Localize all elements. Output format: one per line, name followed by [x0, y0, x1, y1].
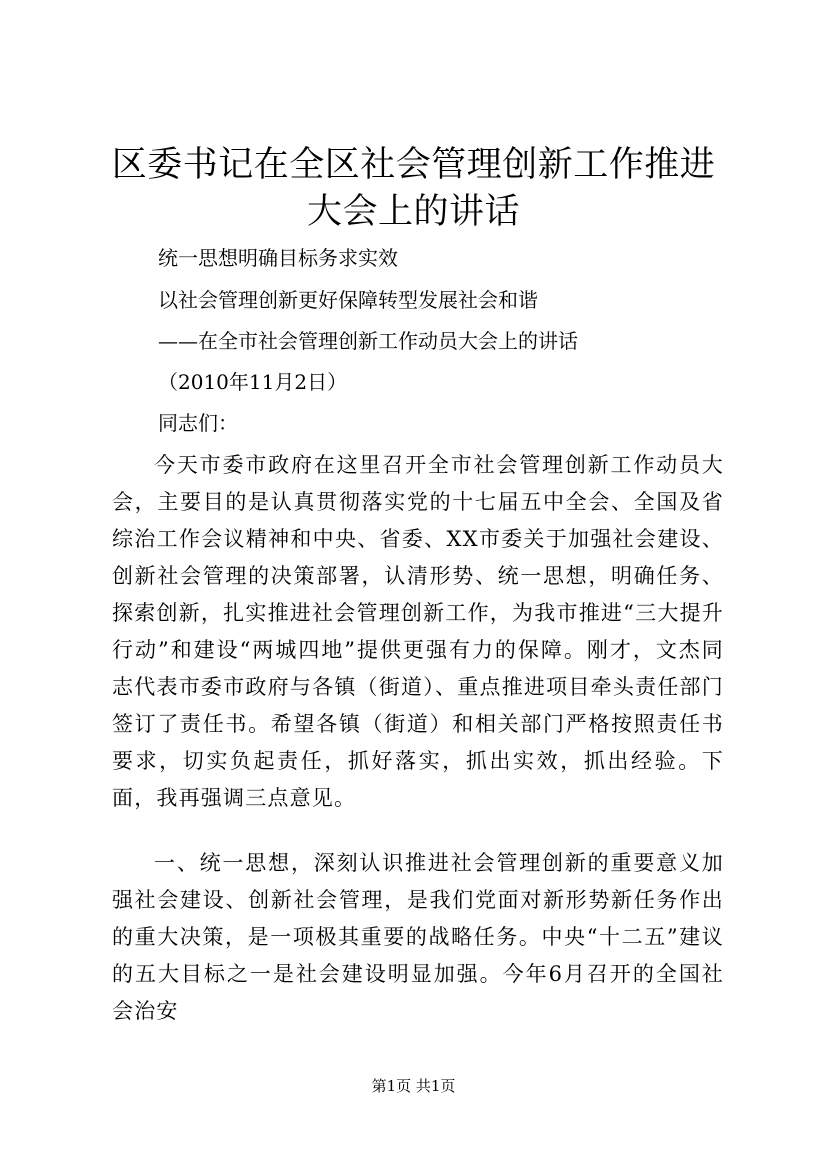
speech-date: （2010年11月2日）	[158, 370, 348, 394]
salutation: 同志们：	[158, 411, 238, 435]
page-footer: 第1页 共1页	[371, 1077, 456, 1095]
body-paragraph-1: 今天市委市政府在这里召开全市社会管理创新工作动员大会，主要目的是认真贯彻落实党的十七届五中全会、全国及省综治工作会议精神和中央、省委、XX市委关于加强社会建设、创新社会管理的决策部署，认清形势、统一思想，明确任务、探索创新，扎实推进社会管理创新工作，为我市推进“三大提升行动”和建设“两城四地”提供更强有力的保障。刚才，文杰同志代表市委市政府与各镇（街道）、重点推进项目牵头责任部门签订了责任书。希望各镇（街道）和相关部门严格按照责任书要求，切实负起责任，抓好落实，抓出实效，抓出经验。下面，我再强调三点意见。	[112, 453, 724, 810]
subtitle-line-1: 统一思想明确目标务求实效	[158, 246, 398, 270]
body-paragraph-2: 一、统一思想，深刻认识推进社会管理创新的重要意义加强社会建设、创新社会管理，是我们党面对新形势新任务作出的重大决策，是一项极其重要的战略任务。中央“十二五”建议的五大目标之一是社会建设明显加强。今年6月召开的全国社会治安	[112, 851, 724, 1023]
document-title: 区委书记在全区社会管理创新工作推进大会上的讲话	[111, 145, 716, 232]
subtitle-line-2: 以社会管理创新更好保障转型发展社会和谐	[158, 288, 538, 312]
subtitle-line-3: ——在全市社会管理创新工作动员大会上的讲话	[158, 329, 578, 353]
